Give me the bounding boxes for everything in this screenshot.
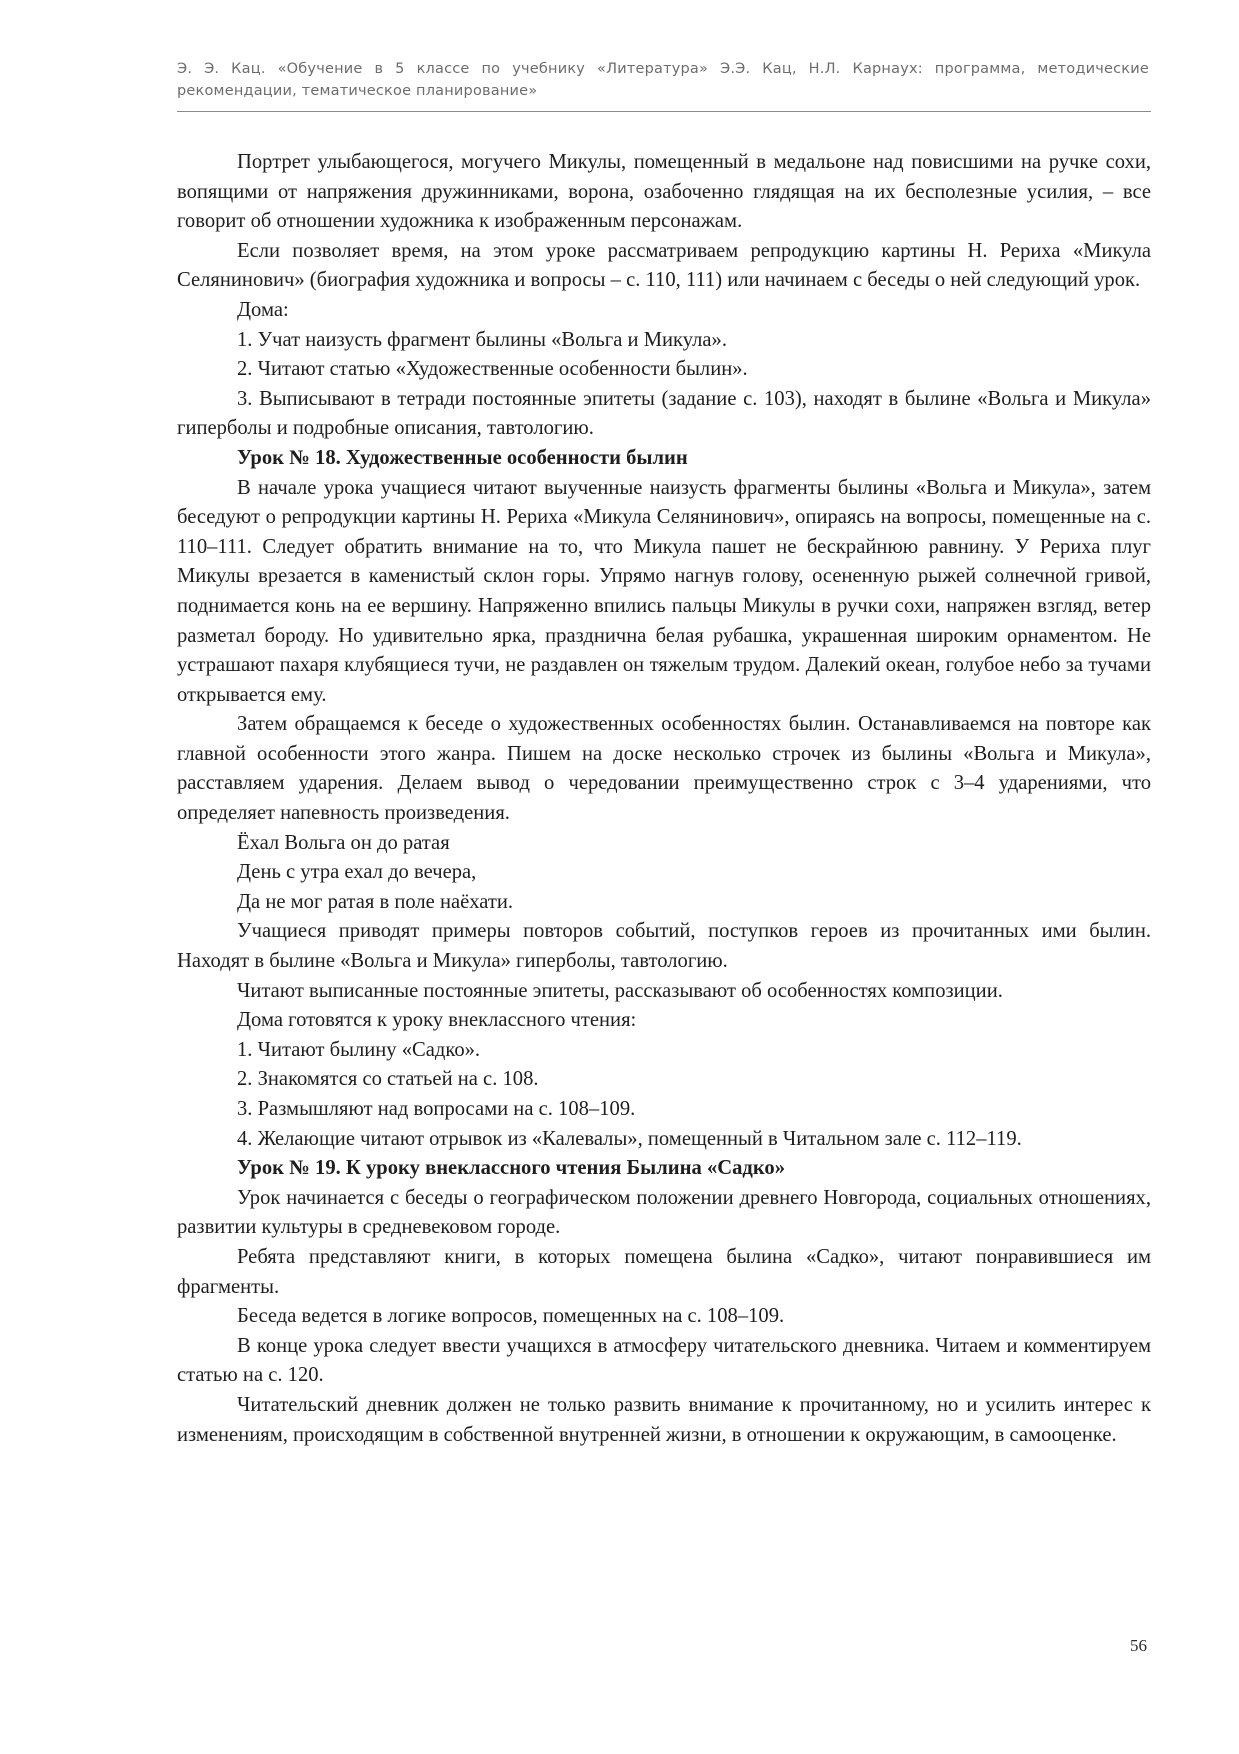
verse-line: Ёхал Вольга он до ратая <box>237 831 450 854</box>
list-item: 3. Выписывают в тетради постоянные эпитеты (задание с. 103), находят в былине «Вольга и Микула» гиперболы и подробные описания, тавтологию. <box>177 387 1151 440</box>
verse-line: Да не мог ратая в поле наёхати. <box>237 890 514 913</box>
paragraph: Портрет улыбающегося, могучего Микулы, помещенный в медальоне над повисшими на ручке сохи, вопящими от напряжения дружинниками, ворона, озабоченно глядящая на их бесполезные усилия, – все говорит об отношении художника к изображенным персонажам. <box>177 151 1151 233</box>
header-divider <box>177 111 1151 112</box>
verse-line: День с утра ехал до вечера, <box>237 861 477 884</box>
list-item: 4. Желающие читают отрывок из «Калевалы», помещенный в Читальном зале с. 112–119. <box>237 1127 1022 1150</box>
running-header: Э. Э. Кац. «Обучение в 5 классе по учебнику «Литература» Э.Э. Кац, Н.Л. Карнаух: программа, методические рекомендации, тематическое планирование» <box>177 61 1149 99</box>
list-item: 1. Читают былину «Садко». <box>237 1038 481 1061</box>
paragraph: Если позволяет время, на этом уроке рассматриваем репродукцию картины Н. Рериха «Микула Селянинович» (биография художника и вопросы – с. 110, 111) или начинаем с беседы о ней следующий урок. <box>177 239 1151 292</box>
page-number: 56 <box>1130 1636 1147 1655</box>
lesson-heading-19: Урок № 19. К уроку внеклассного чтения Былина «Садко» <box>237 1157 786 1180</box>
paragraph: Читательский дневник должен не только развить внимание к прочитанному, но и усилить интерес к изменениям, происходящим в собственной внутренней жизни, в отношении к окружающим, в самооценке. <box>177 1393 1151 1446</box>
paragraph: Читают выписанные постоянные эпитеты, рассказывают об особенностях композиции. <box>237 979 1003 1002</box>
list-item: 1. Учат наизусть фрагмент былины «Вольга и Микула». <box>237 328 727 351</box>
paragraph: Учащиеся приводят примеры повторов событий, поступков героев из прочитанных ими былин. Находят в былине «Вольга и Микула» гиперболы, тавтологию. <box>177 920 1151 973</box>
page-body <box>177 148 1151 1450</box>
paragraph: Ребята представляют книги, в которых помещена былина «Садко», читают понравившиеся им фрагменты. <box>177 1245 1151 1298</box>
paragraph: Дома готовятся к уроку внеклассного чтения: <box>237 1009 637 1032</box>
paragraph: Беседа ведется в логике вопросов, помещенных на с. 108–109. <box>237 1305 785 1328</box>
list-item: 3. Размышляют над вопросами на с. 108–109. <box>237 1098 636 1120</box>
paragraph: Затем обращаемся к беседе о художественных особенностях былин. Останавливаемся на повторе как главной особенности этого жанра. Пишем на доске несколько строчек из былины «Вольга и Микула», расставляем ударения. Делаем вывод о чередовании преимущественно строк с 3–4 ударениями, что определяет напевность произведения. <box>177 713 1151 825</box>
list-item: 2. Знакомятся со статьей на с. 108. <box>237 1068 539 1091</box>
lesson-heading-18: Урок № 18. Художественные особенности былин <box>237 446 688 469</box>
paragraph: В конце урока следует ввести учащихся в атмосферу читательского дневника. Читаем и комментируем статью на с. 120. <box>177 1334 1151 1387</box>
paragraph: В начале урока учащиеся читают выученные наизусть фрагменты былины «Вольга и Микула», затем беседуют о репродукции картины Н. Рериха «Микула Селянинович», опираясь на вопросы, помещенные на с. 110–111. Следует обратить внимание на то, что Микула пашет не бескрайнюю равнину. У Рериха плуг Микулы врезается в каменистый склон горы. Упрямо нагнув голову, осененную рыжей солнечной гривой, поднимается конь на ее вершину. Напряженно впились пальцы Микулы в ручки сохи, напряжен взгляд, ветер разметал бороду. Но удивительно ярка, празднична белая рубашка, украшенная широким орнаментом. Не устрашают пахаря клубящиеся тучи, не раздавлен он тяжелым трудом. Далекий океан, голубое небо за тучами открывается ему. <box>177 476 1151 706</box>
paragraph: Дома: <box>237 298 289 321</box>
paragraph: Урок начинается с беседы о географическом положении древнего Новгорода, социальных отношениях, развитии культуры в средневековом городе. <box>177 1186 1151 1239</box>
list-item: 2. Читают статью «Художественные особенности былин». <box>237 358 748 381</box>
